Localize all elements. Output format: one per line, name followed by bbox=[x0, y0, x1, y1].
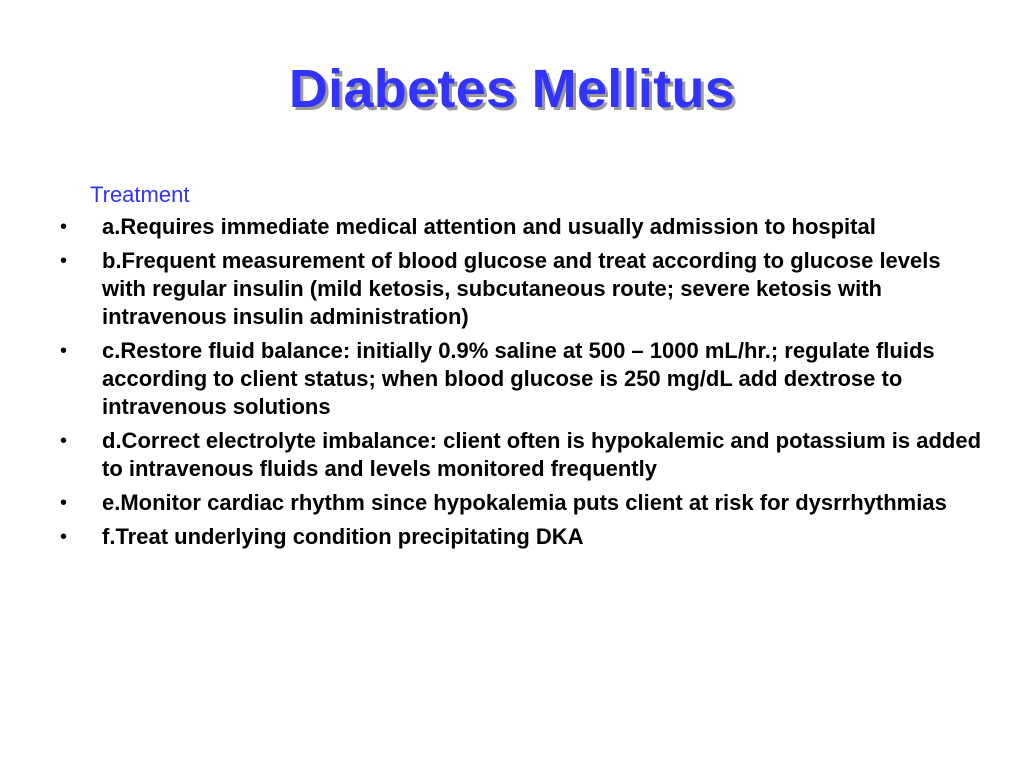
list-item bbox=[60, 337, 985, 421]
section-subheading: Treatment bbox=[90, 182, 190, 207]
list-item-text: c.Restore fluid balance: initially 0.9% saline at 500 – 1000 mL/hr.; regulate fluids according to client status; when blood glucose is 250 mg/dL add dextrose to intravenous solutions bbox=[102, 338, 935, 419]
list-item-text: d.Correct electrolyte imbalance: client often is hypokalemic and potassium is added to intravenous fluids and levels monitored frequently bbox=[102, 428, 982, 481]
slide-title: Diabetes Mellitus bbox=[288, 59, 736, 119]
list-item bbox=[60, 213, 985, 241]
bullet-icon: • bbox=[60, 216, 68, 238]
bullet-icon: • bbox=[60, 340, 68, 362]
bullet-list bbox=[60, 213, 985, 551]
slide-content bbox=[60, 180, 985, 557]
bullet-icon: • bbox=[60, 430, 68, 452]
list-item-text: a.Requires immediate medical attention and usually admission to hospital bbox=[102, 214, 876, 239]
list-item-text: f.Treat underlying condition precipitating DKA bbox=[102, 524, 584, 549]
list-item bbox=[60, 427, 985, 483]
list-item-text: b.Frequent measurement of blood glucose and treat according to glucose levels with regular insulin (mild ketosis, subcutaneous route; severe ketosis with intravenous insulin administration) bbox=[102, 248, 941, 329]
bullet-icon: • bbox=[60, 250, 68, 272]
bullet-icon: • bbox=[60, 492, 68, 514]
list-item bbox=[60, 523, 985, 551]
bullet-icon: • bbox=[60, 526, 68, 548]
list-item bbox=[60, 489, 985, 517]
list-item bbox=[60, 247, 985, 331]
list-item-text: e.Monitor cardiac rhythm since hypokalemia puts client at risk for dysrrhythmias bbox=[102, 490, 947, 515]
